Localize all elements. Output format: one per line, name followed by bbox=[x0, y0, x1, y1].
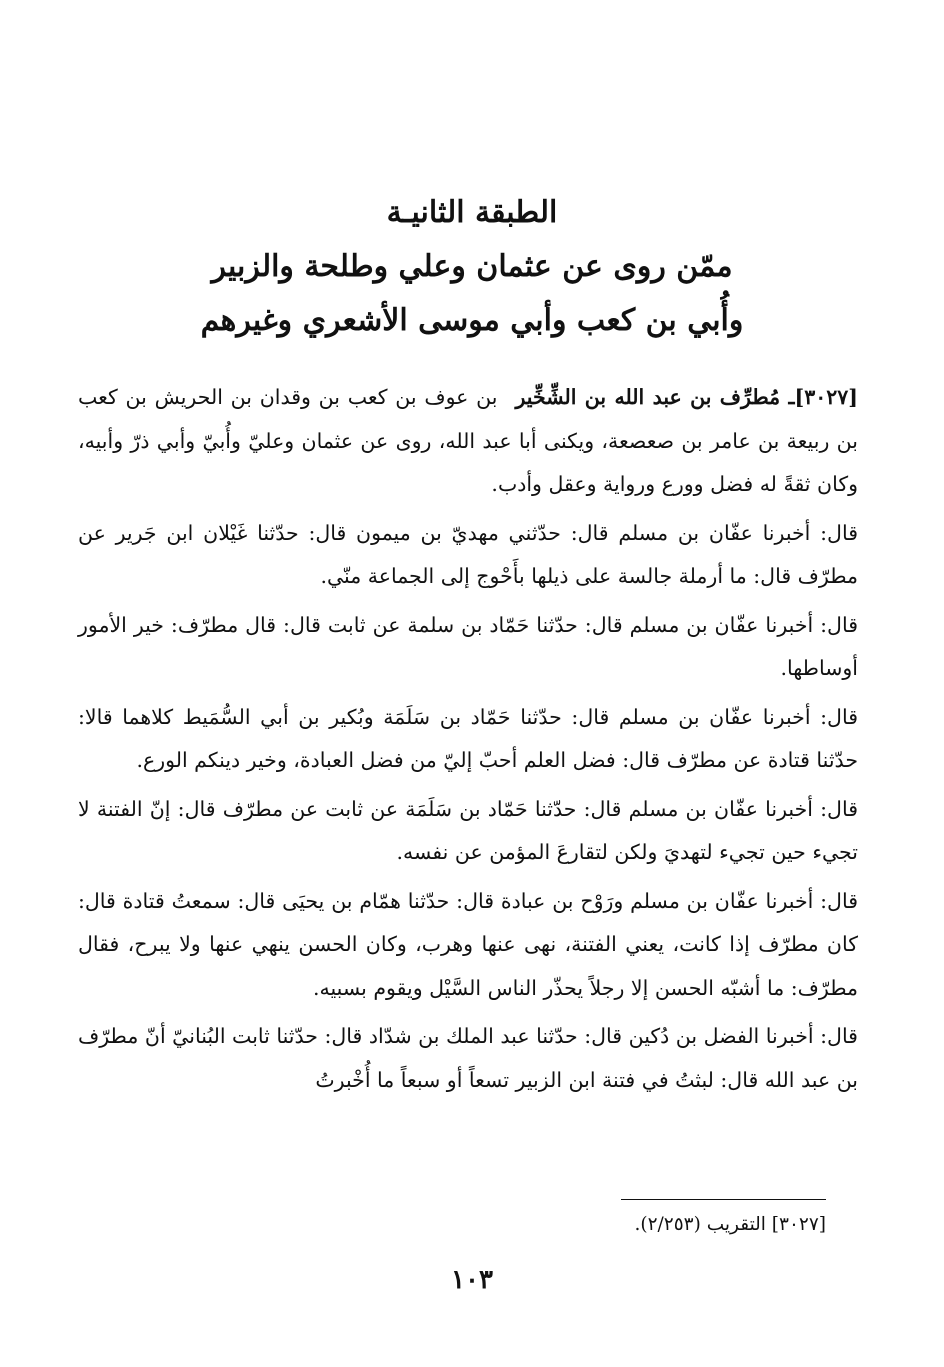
entry-paragraph bbox=[78, 376, 858, 507]
narration-paragraph-3: قال: أخبرنا عفّان بن مسلم قال: حدّثنا حَمّاد بن سَلَمَة وبُكير بن أبي السُّمَيط كلاهما قالا: حدّثنا قتادة عن مطرّف قال: فضل العلم أحبّ إليّ من فضل العبادة، وخير دينكم الورع. bbox=[78, 704, 858, 772]
narration-paragraph-6: قال: أخبرنا الفضل بن دُكين قال: حدّثنا عبد الملك بن شدّاد قال: حدّثنا ثابت البُنانيّ أنّ مطرّف بن عبد الله قال: لبثتُ في فتنة ابن الزبير تسعاً أو سبعاً ما أُخْبرتُ bbox=[78, 1024, 858, 1092]
heading-line-3: وأُبي بن كعب وأبي موسى الأشعري وغيرهم bbox=[200, 303, 744, 338]
entry-intro: بن عوف بن كعب بن وقدان بن الحريش بن كعب بن ربيعة بن عامر بن صعصعة، ويكنى أبا عبد الله، روى عن عثمان وعليّ وأُبيّ وأبي ذرّ وأبيه، وكان ثقةً له فضل وورع ورواية وعقل وأدب. bbox=[78, 385, 858, 496]
narration-paragraph-5: قال: أخبرنا عفّان بن مسلم ورَوْح بن عبادة قال: حدّثنا همّام بن يحيَى قال: سمعتُ قتادة قال: كان مطرّف إذا كانت، يعني الفتنة، نهى عنها وهرب، وكان الحسن ينهي عنها ولا يبرح، فقال مطرّف: ما أشبّه الحسن إلا رجلاً يحذّر الناس السَّيْل ويقوم بسبيه. bbox=[78, 888, 858, 1000]
narration-paragraph-4: قال: أخبرنا عفّان بن مسلم قال: حدّثنا حَمّاد بن سَلَمَة عن ثابت عن مطرّف قال: إنّ الفتنة لا تجيء حين تجيء لتهديَ ولكن لتقارعَ المؤمن عن نفسه. bbox=[78, 796, 858, 864]
narration-paragraph-2: قال: أخبرنا عفّان بن مسلم قال: حدّثنا حَمّاد بن سلمة عن ثابت قال: قال مطرّف: خير الأمور أوساطها. bbox=[78, 612, 858, 680]
heading-line-2: ممّن روى عن عثمان وعلي وطلحة والزبير bbox=[211, 249, 733, 284]
section-heading bbox=[100, 186, 844, 348]
entry-name: ـ مُطرِّف بن عبد الله بن الشِّخِّير bbox=[515, 385, 795, 409]
footnote-divider bbox=[621, 1199, 826, 1200]
main-text bbox=[78, 376, 858, 1107]
footnote: [٣٠٢٧] التقريب (٢/٢٥٣). bbox=[634, 1214, 826, 1235]
page-number: ١٠٣ bbox=[451, 1265, 493, 1295]
heading-line-1: الطبقة الثانيـة bbox=[386, 195, 558, 230]
narration-paragraph-1: قال: أخبرنا عفّان بن مسلم قال: حدّثني مهديّ بن ميمون قال: حدّثنا غَيْلان ابن جَرير عن مطرّف قال: ما أرملة جالسة على ذيلها بأَحْوج إلى الجماعة منّي. bbox=[78, 520, 858, 588]
entry-number: [٣٠٢٧] bbox=[794, 385, 858, 409]
